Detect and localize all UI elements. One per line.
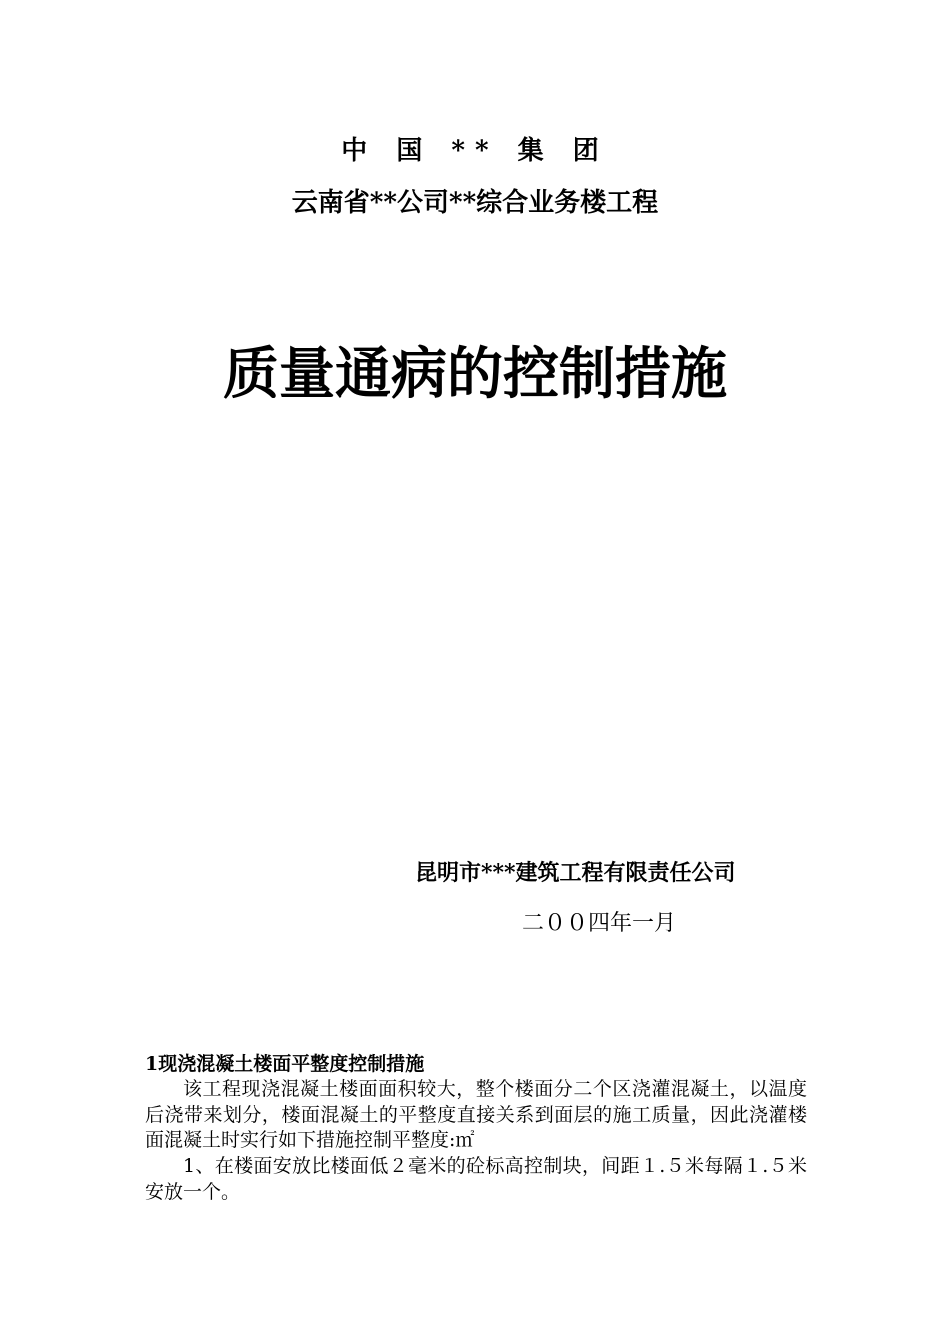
organization-name: 中 国 ** 集 团 (341, 136, 609, 166)
document-date: 二００四年一月 (522, 911, 677, 936)
section-heading: 1现浇混凝土楼面平整度控制措施 (145, 1053, 425, 1075)
body-paragraph: 该工程现浇混凝土楼面面积较大，整个楼面分二个区浇灌混凝土，以温度后浇带来划分，楼面混凝土的平整度直接关系到面层的施工质量，因此浇灌楼面混凝土时实行如下措施控制平整度:㎡ (145, 1078, 807, 1151)
company-name: 昆明市***建筑工程有限责任公司 (415, 860, 736, 886)
body-paragraph: 1、在楼面安放比楼面低２毫米的砼标高控制块，间距１.５米每隔１.５米安放一个。 (145, 1155, 807, 1203)
document-title: 质量通病的控制措施 (223, 342, 727, 407)
project-name: 云南省**公司**综合业务楼工程 (291, 188, 659, 218)
